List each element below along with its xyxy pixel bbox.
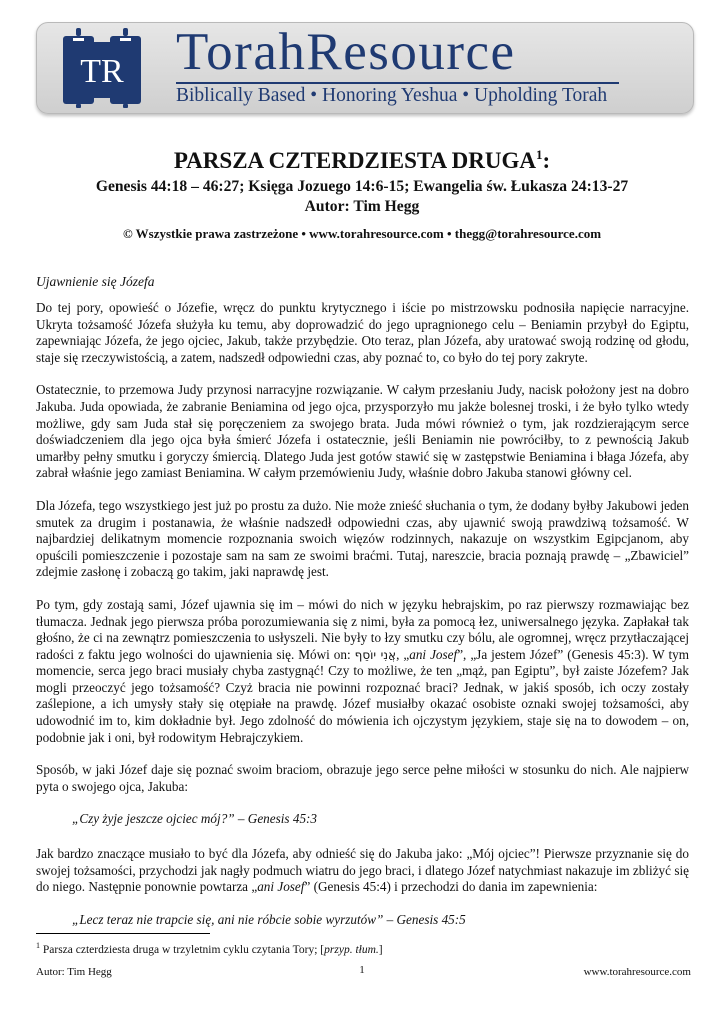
document-title (0, 147, 724, 175)
footer-author: Autor: Tim Hegg (36, 966, 112, 978)
paragraph-text: Po tym, gdy zostają sami, Józef ujawnia się im – mówi do nich w języku hebrajskim, po raz pierwszy rozmawiając bez tłumacza. Jednak jego pierwsza próba porozumiewania się z nimi, była za pomocą łez, uniwersalnego języka. Zapłakał tak głośno, że ci na zewnątrz pomieszczenia to usłyszeli. Nie były to łzy smutku czy bólu, ale ogromnej, wręcz przytłaczającej radości z faktu jego wolności do ujawnienia się. Mówi on: (36, 596, 689, 662)
transliteration: ani Josef (257, 879, 305, 895)
paragraph-text: ” (Genesis 45:4) i przechodzi do dania im zapewnienia: (304, 879, 598, 895)
paragraph: Sposób, w jaki Józef daje się poznać swoim braciom, obrazuje jego serce pełne miłości w stosunku do nich. Ale najpierw pyta o swojego ojca, Jakuba: (36, 762, 689, 794)
title-footnote-marker: 1 (535, 147, 543, 162)
title-suffix: : (542, 148, 551, 173)
scripture-quote: „Czy żyje jeszcze ojciec mój?” – Genesis 45:3 (72, 811, 318, 827)
footer-website-link[interactable]: www.torahresource.com (583, 966, 691, 978)
footnote-marker: 1 (36, 941, 40, 950)
paragraph (36, 597, 689, 746)
author-line: Autor: Tim Hegg (304, 198, 420, 215)
paragraph: Ostatecznie, to przemowa Judy przynosi narracyjne rozwiązanie. W całym przesłaniu Judy, nacisk położony jest na dobro Jakuba. Juda opowiada, że zabranie Beniamina od jego ojca, przysporzyło mu jakże bolesnej troski, i że było tylko wtedy możliwe, gdy sam Juda stał się poręczeniem za swojego brata. Juda mówi również o tym, jak rozdzierającym serce doświadczeniem dla jego ojca była śmierć Józefa i ostatecznie, jeśli Beniamin nie powróciłby, to z pewnością Jakub umarłby pełny smutku i goryczy śmiercią. Dlatego Juda jest gotów stawić się w zastępstwie Beniamina i błaga Józefa, aby zabrał właśnie jego zamiast Beniamina. W całym przemówieniu Judy, właśnie dobro Jakuba stanowi główny cel. (36, 382, 689, 481)
title-text: PARSZA CZTERDZIESTA DRUGA (173, 148, 536, 173)
paragraph-text: ”, „Ja jestem Józef” (Genesis 45:3). W tym momencie, serca jego braci musiały chyba zastygnąć! Czy to możliwe, że ten „mąż, pan Egiptu”, był zaiste Józefem? Jak mogli przeoczyć jego tożsamość? Czyż bracia nie powinni rozpoznać braci? Jednak, w jakiś sposób, ich oczy zostały zaślepione, a ich umysły stały się otępiałe na prawdę. Józef musiałby okazać osobiste oznaki swojej tożsamości, aby udowodnić im to, kim dokładnie był. Jego zdolność do mówienia ich ojczystym językiem, staje się na to dowodem – on, podobnie jak i oni, był rodowitym Hebrajczykiem. (36, 646, 689, 745)
torahresource-logo-icon (60, 28, 144, 108)
page-number: 1 (359, 964, 365, 976)
footnote-text-end: ] (378, 943, 383, 956)
transliteration: ani Josef (409, 646, 458, 662)
logo-letters: TR (80, 53, 124, 90)
paragraph-text: , „ (396, 646, 410, 662)
brand-title: TorahResource (176, 23, 516, 81)
paragraph: Do tej pory, opowieść o Józefie, wręcz do punktu krytycznego i iście po mistrzowsku podnosiła napięcie narracyjne. Ukryta tożsamość Józefa służyła ku temu, aby doprowadzić do jego upragnionego celu – Beniamin przybył do Egiptu, zapewniając Józefa, że jego ojciec, Jakub, także przybędzie. Oto teraz, plan Józefa, aby uratować swoją rodzinę od głodu, staje się rzeczywistością, a zatem, nadszedł odpowiedni czas, aby poznać to, co było do tej pory zakryte. (36, 300, 689, 365)
footnote-text: Parsza czterdziesta druga w trzyletnim cyklu czytania Tory; [ (40, 943, 325, 956)
paragraph: Dla Józefa, tego wszystkiego jest już po prostu za dużo. Nie może znieść słuchania o tym, że dodany byłby Jakubowi jeden smutek za drugim i postanawia, że właśnie nadszedł odpowiedni czas, aby ujawnić swoją prawdziwą tożsamość. W najbardziej delikatnym momencie rozpoznania swoich więzów rodzinnych, nakazuje on wszystkim Egipcjanom, aby opuścili pomieszczenie i pozostaje sam na sam ze swoimi braćmi. Tutaj, nareszcie, bracia poznają prawdę – „Zbawiciel” zdejmie zasłonę i zobaczą go takim, jaki naprawdę jest. (36, 497, 689, 580)
article-body (36, 273, 689, 946)
hebrew-phrase: אֲנִי יוֹסֵף (354, 647, 397, 662)
footnote (36, 938, 696, 958)
scripture-references: Genesis 44:18 – 46:27; Księga Jozuego 14:6-15; Ewangelia św. Łukasza 24:13-27 (95, 178, 629, 195)
brand-divider (176, 82, 619, 84)
footnote-divider (36, 933, 210, 934)
scripture-quote: „Lecz teraz nie trapcie się, ani nie róbcie sobie wyrzutów” – Genesis 45:5 (72, 911, 466, 927)
section-heading: Ujawnienie się Józefa (36, 274, 155, 289)
paragraph-text: Jak bardzo znaczące musiało to być dla Józefa, aby odnieść się do Jakuba jako: „Mój ojciec”! Pierwsze przyznanie się do swojej tożsamości, przychodzi jak nagły podmuch wiatru do jego braci, i dlatego Józef natychmiast nakazuje im zbliżyć się do niego. Następnie ponownie powtarza „ (36, 846, 689, 895)
paragraph (36, 846, 689, 896)
brand-tagline: Biblically Based • Honoring Yeshua • Upholding Torah (176, 85, 608, 106)
footnote-italic: przyp. tłum. (324, 943, 379, 956)
copyright-line: © Wszystkie prawa zastrzeżone • www.torahresource.com • thegg@torahresource.com (122, 226, 602, 241)
